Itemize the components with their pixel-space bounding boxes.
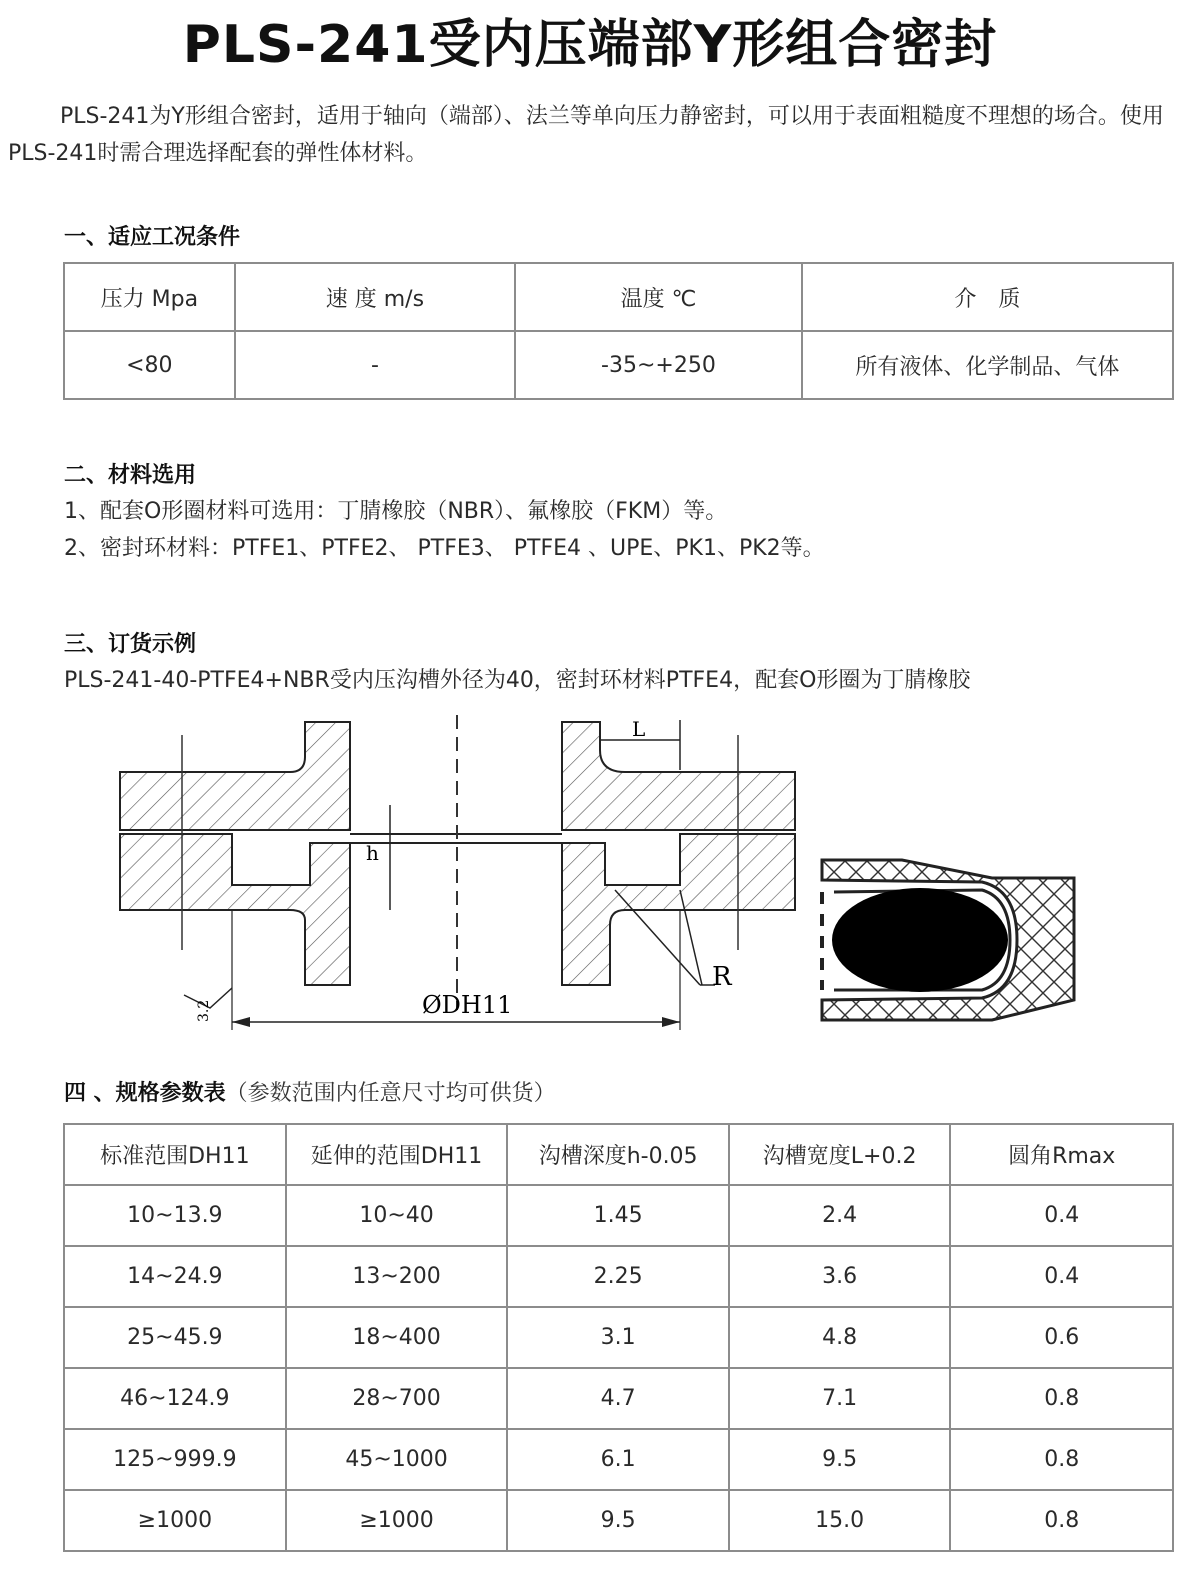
table-row (64, 1307, 1173, 1368)
header-temperature: 温度 ℃ (515, 263, 802, 331)
value-speed: - (235, 331, 515, 399)
cell: 125~999.9 (64, 1429, 286, 1490)
cell: ≥1000 (64, 1490, 286, 1551)
label-roughness: 3.2 (196, 999, 212, 1022)
section4-title: 四 、规格参数表 (64, 1081, 226, 1106)
material-line-1: 1、配套O形圈材料可选用：丁腈橡胶（NBR）、氟橡胶（FKM）等。 (64, 499, 728, 524)
cell: 0.4 (950, 1185, 1173, 1246)
conditions-header-row (64, 263, 1173, 331)
cell: 3.6 (729, 1246, 951, 1307)
cell: 28~700 (286, 1368, 508, 1429)
cell: 4.7 (507, 1368, 729, 1429)
spec-header-standard: 标准范围DH11 (64, 1124, 286, 1185)
cell: 2.4 (729, 1185, 951, 1246)
table-row (64, 1185, 1173, 1246)
cell: 18~400 (286, 1307, 508, 1368)
spec-header-extended: 延伸的范围DH11 (286, 1124, 508, 1185)
groove-drawing (110, 710, 810, 1040)
spec-header-radius: 圆角Rmax (950, 1124, 1173, 1185)
seal-cross-section (812, 850, 1092, 1040)
spec-header-width: 沟槽宽度L+0.2 (729, 1124, 951, 1185)
cell: 1.45 (507, 1185, 729, 1246)
label-h: h (366, 841, 379, 865)
table-row (64, 1429, 1173, 1490)
section1-heading: 一、适应工况条件 (64, 225, 241, 250)
cell: 3.1 (507, 1307, 729, 1368)
value-pressure: <80 (64, 331, 235, 399)
label-L: L (632, 717, 646, 741)
section3-heading: 三、订货示例 (64, 632, 197, 657)
label-diameter: ØDH11 (422, 991, 513, 1019)
cell: 2.25 (507, 1246, 729, 1307)
section4-note: （参数范围内任意尺寸均可供货） (225, 1081, 556, 1106)
section2-heading: 二、材料选用 (64, 463, 197, 488)
cell: 0.4 (950, 1246, 1173, 1307)
header-medium: 介 质 (802, 263, 1173, 331)
header-speed: 速 度 m/s (235, 263, 515, 331)
table-row (64, 1368, 1173, 1429)
header-pressure: 压力 Mpa (64, 263, 235, 331)
page-title: PLS-241受内压端部Y形组合密封 (182, 15, 998, 75)
cell: 10~13.9 (64, 1185, 286, 1246)
cell: 45~1000 (286, 1429, 508, 1490)
spec-header-row (64, 1124, 1173, 1185)
order-example-line: PLS-241-40-PTFE4+NBR受内压沟槽外径为40，密封环材料PTFE4，配套O形圈为丁腈橡胶 (64, 668, 971, 693)
cell: ≥1000 (286, 1490, 508, 1551)
spec-header-depth: 沟槽深度h-0.05 (507, 1124, 729, 1185)
cell: 0.8 (950, 1490, 1173, 1551)
label-R: R (712, 962, 732, 992)
cell: 0.8 (950, 1429, 1173, 1490)
table-row (64, 1246, 1173, 1307)
value-temperature: -35~+250 (515, 331, 802, 399)
cell: 15.0 (729, 1490, 951, 1551)
conditions-table (63, 262, 1174, 400)
table-row (64, 1490, 1173, 1551)
conditions-value-row (64, 331, 1173, 399)
material-line-2: 2、密封环材料：PTFE1、PTFE2、 PTFE3、 PTFE4 、UPE、PK1、PK2等。 (64, 536, 825, 561)
section4-heading (64, 1076, 556, 1107)
cell: 4.8 (729, 1307, 951, 1368)
cell: 0.6 (950, 1307, 1173, 1368)
spec-table (63, 1123, 1174, 1552)
cell: 9.5 (729, 1429, 951, 1490)
value-medium: 所有液体、化学制品、气体 (802, 331, 1173, 399)
cell: 0.8 (950, 1368, 1173, 1429)
cell: 9.5 (507, 1490, 729, 1551)
cell: 46~124.9 (64, 1368, 286, 1429)
cell: 7.1 (729, 1368, 951, 1429)
cell: 25~45.9 (64, 1307, 286, 1368)
cell: 10~40 (286, 1185, 508, 1246)
cell: 6.1 (507, 1429, 729, 1490)
cell: 13~200 (286, 1246, 508, 1307)
intro-paragraph: PLS-241为Y形组合密封，适用于轴向（端部）、法兰等单向压力静密封，可以用于表面粗糙度不理想的场合。使用PLS-241时需合理选择配套的弹性体材料。 (8, 104, 1164, 166)
cell: 14~24.9 (64, 1246, 286, 1307)
